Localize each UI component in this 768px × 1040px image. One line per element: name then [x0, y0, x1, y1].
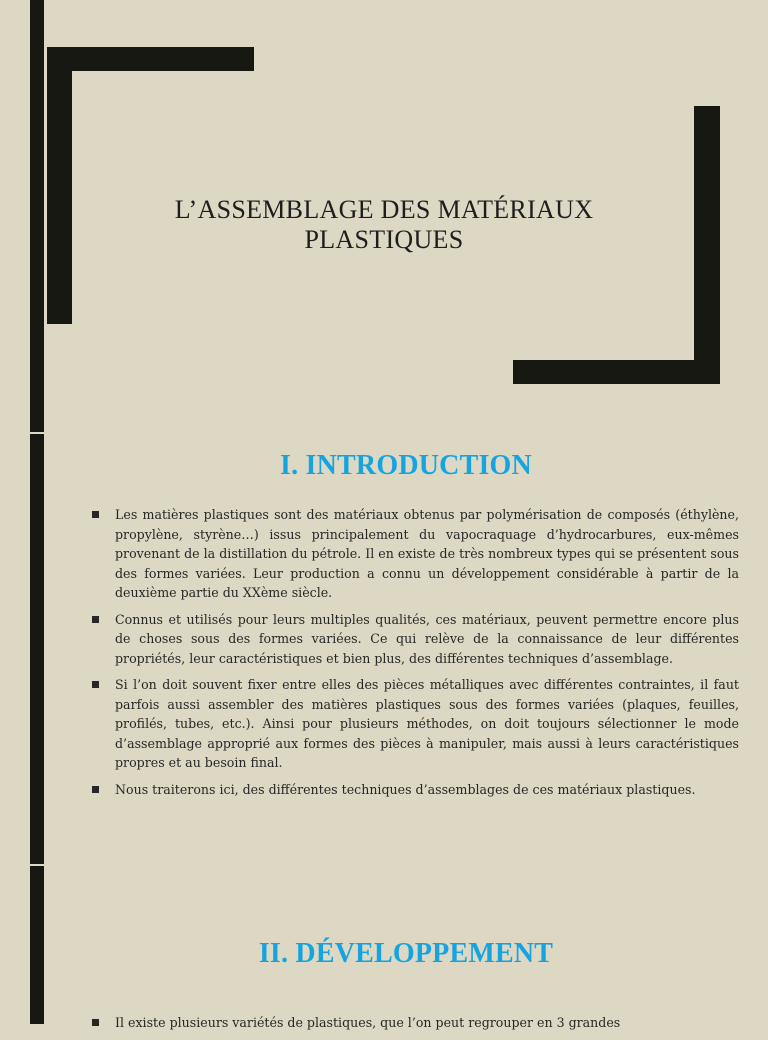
- list-item: [90, 1013, 739, 1033]
- section-heading-introduction: I. INTRODUCTION: [280, 450, 532, 481]
- square-bullet-icon: [92, 681, 99, 688]
- list-item: [90, 675, 739, 773]
- title-frame-top-left-horizontal: [47, 47, 254, 71]
- list-item: [90, 505, 739, 603]
- left-vertical-bar-bottom: [30, 866, 44, 1024]
- list-item: [90, 780, 739, 800]
- square-bullet-icon: [92, 1019, 99, 1026]
- left-vertical-bar-top: [30, 0, 44, 432]
- development-bullet-list: [90, 1013, 739, 1040]
- title-frame-top-left-vertical: [47, 47, 72, 324]
- list-item-text: Connus et utilisés pour leurs multiples qualités, ces matériaux, peuvent permettre encore plus de choses sous des formes variées. Ce qui relève de la connaissance de leur différentes propriétés, leur caractéristiques et bien plus, des différentes techniques d’assemblage.: [115, 611, 739, 666]
- square-bullet-icon: [92, 616, 99, 623]
- list-item-text: Si l’on doit souvent fixer entre elles des pièces métalliques avec différentes contraintes, il faut parfois aussi assembler des matières plastiques sous des formes variées (plaques, feuilles, profilés, tubes, etc.). Ainsi pour plusieurs méthodes, on doit toujours sélectionner le mode d’assemblage approprié aux formes des pièces à manipuler, mais aussi à leurs caractéristiques propres et au besoin final.: [115, 677, 739, 770]
- left-vertical-bar-middle: [30, 434, 44, 864]
- section-heading-developpement: II. DÉVELOPPEMENT: [258, 938, 554, 969]
- list-item-text: Il existe plusieurs variétés de plastiques, que l’on peut regrouper en 3 grandes: [115, 1015, 621, 1030]
- page-title-line-1: L’ASSEMBLAGE DES MATÉRIAUX: [174, 195, 594, 224]
- title-frame-bottom-right-horizontal: [513, 360, 720, 384]
- list-item-text: Les matières plastiques sont des matériaux obtenus par polymérisation de composés (éthylène, propylène, styrène…) issus principalement du vapocraquage d’hydrocarbures, eux-mêmes provenant de la distillation du pétrole. Il en existe de très nombreux types qui se présentent sous des formes variées. Leur production a connu un développement considérable à partir de la deuxième partie du XXème siècle.: [115, 507, 739, 600]
- square-bullet-icon: [92, 786, 99, 793]
- square-bullet-icon: [92, 511, 99, 518]
- page-title: [100, 195, 668, 255]
- page-title-line-2: PLASTIQUES: [304, 225, 464, 254]
- list-item-text: Nous traiterons ici, des différentes techniques d’assemblages de ces matériaux plastiques.: [115, 781, 696, 797]
- title-frame-bottom-right-vertical: [694, 106, 720, 383]
- introduction-bullet-list: [90, 505, 739, 806]
- list-item: [90, 610, 739, 669]
